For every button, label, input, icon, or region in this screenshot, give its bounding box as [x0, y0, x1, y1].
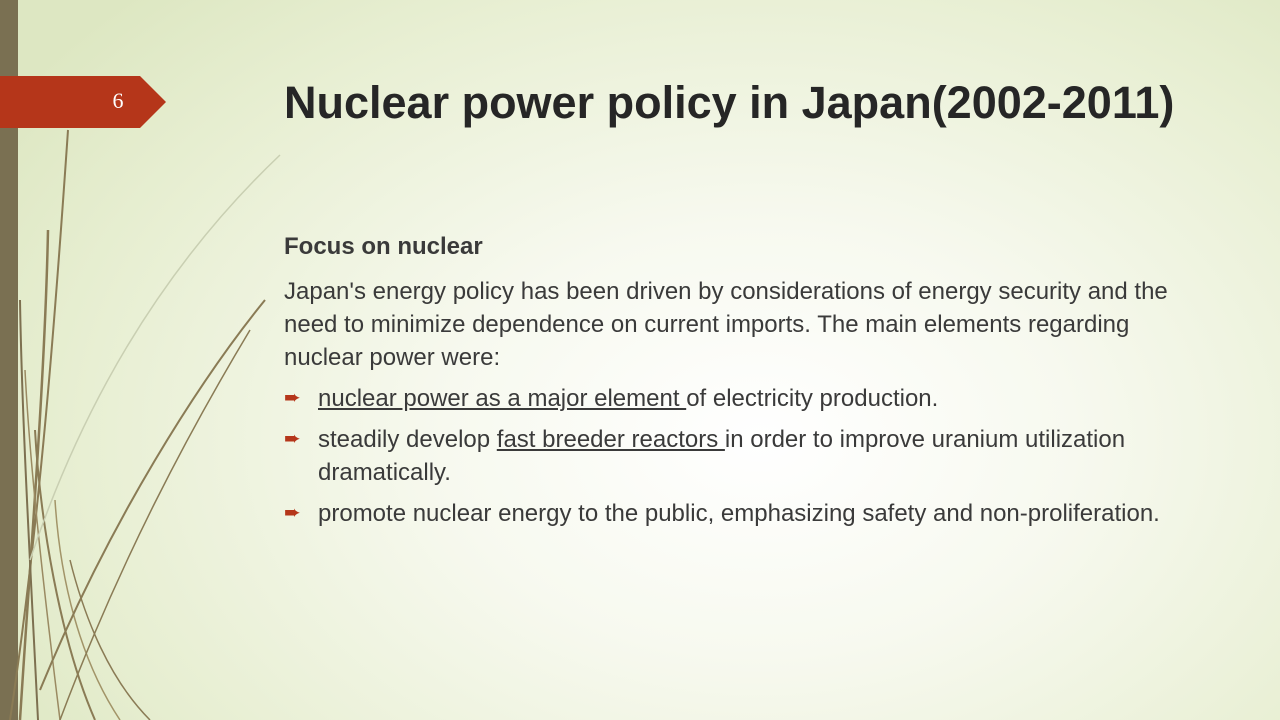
slide-title: Nuclear power policy in Japan(2002-2011) — [284, 77, 1175, 128]
bullet-list — [284, 382, 1214, 530]
intro-paragraph: Japan's energy policy has been driven by considerations of energy security and the need to minimize dependence on current imports. The main elements regarding nuclear power were: — [284, 278, 1168, 371]
slide-number-tab — [0, 76, 166, 128]
bullet-underlined: fast breeder reactors — [496, 426, 725, 453]
bullet-item — [284, 423, 1214, 489]
bullet-text: of electricity production. — [686, 385, 939, 412]
bullet-text: promote nuclear energy to the public, emphasizing safety and non-proliferation. — [318, 500, 1160, 527]
bullet-item — [284, 382, 1214, 415]
bullet-underlined: nuclear power as a major element — [318, 385, 687, 412]
bullet-text: steadily develop — [318, 426, 497, 453]
bullet-item — [284, 497, 1214, 530]
bullet-text: in order to improve uranium utilization dramatically. — [318, 426, 1126, 486]
arrow-right-icon: ➨ — [284, 428, 301, 450]
slide-content — [284, 230, 1214, 538]
arrow-right-icon: ➨ — [284, 502, 301, 524]
arrow-right-icon: ➨ — [284, 387, 301, 409]
slide-number: 6 — [112, 88, 124, 113]
subheading: Focus on nuclear — [284, 233, 483, 260]
